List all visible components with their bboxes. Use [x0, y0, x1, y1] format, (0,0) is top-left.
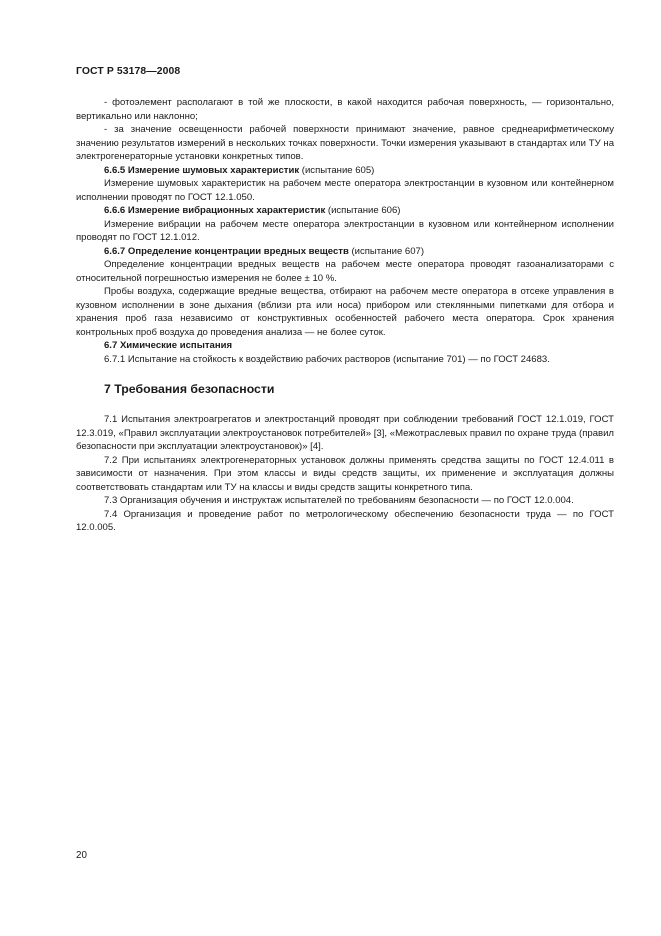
paragraph-72: 7.2 При испытаниях электрогенераторных установок должны применять средства защиты по ГОСТ 12.4.011 в зависимости от назначения. При этом классы и виды средств защиты, их применение и эксплуатация должны соответствовать стандартам или ТУ на классы и виды средств защиты конкретного типа.: [76, 454, 614, 493]
paragraph-665: Измерение шумовых характеристик на рабочем месте оператора электростанции в кузовном или контейнерном исполнении проводят по ГОСТ 12.1.050.: [76, 178, 614, 203]
subsection-667-title: Определение концентрации вредных веществ: [127, 245, 349, 257]
document-header: ГОСТ Р 53178—2008: [76, 66, 181, 77]
subsection-666-number: 6.6.6: [104, 205, 126, 216]
subsection-667-number: 6.6.7: [104, 245, 126, 257]
subsection-67-title: Химические испытания: [119, 340, 233, 351]
subsection-665-title: Измерение шумовых характеристик: [127, 164, 300, 176]
paragraph-671: 6.7.1 Испытание на стойкость к воздействию рабочих растворов (испытание 701) — по ГОСТ 24683.: [104, 353, 550, 365]
page-number: 20: [76, 850, 87, 861]
paragraph-71: 7.1 Испытания электроагрегатов и электростанций проводят при соблюдении требований ГОСТ 12.1.019, ГОСТ 12.3.019, «Правил эксплуатации электроустановок потребителей» [3], «Межотраслевых правил по охране труда (правил безопасности при эксплуатации электроустановок)» [4].: [76, 414, 614, 452]
paragraph-666: Измерение вибрации на рабочем месте оператора электростанции в кузовном или контейнерном исполнении проводят по ГОСТ 12.1.012.: [76, 218, 614, 243]
document-body: [76, 96, 614, 535]
paragraph-667a: Определение концентрации вредных веществ на рабочем месте оператора проводят газоанализаторами с относительной погрешностью измерения не более ± 10 %.: [76, 259, 614, 284]
subsection-67-number: 6.7: [104, 340, 118, 351]
section-7-title: 7 Требования безопасности: [104, 382, 275, 396]
subsection-665-number: 6.6.5: [104, 164, 126, 176]
paragraph-667b: Пробы воздуха, содержащие вредные вещества, отбирают на рабочем месте оператора в отсеке управления в кузовном исполнении в зоне дыхания (вблизи рта или носа) прибором или стеклянными пипетками для отбора и хранения проб газа независимо от конструктивных особенностей рабочего места оператора. Срок хранения контрольных проб воздуха до проведения анализа — не более суток.: [76, 286, 614, 338]
paragraph-74: 7.4 Организация и проведение работ по метрологическому обеспечению безопасности труда — по ГОСТ 12.0.005.: [76, 508, 614, 533]
subsection-666-heading: [76, 204, 614, 218]
subsection-665-heading: [76, 164, 614, 178]
subsection-666-test: (испытание 606): [325, 205, 401, 216]
subsection-667-heading: [76, 245, 614, 259]
subsection-67-heading: [76, 339, 614, 353]
paragraph-illuminance: - за значение освещенности рабочей поверхности принимают значение, равное среднеарифметическому значению результатов измерений в нескольких точках поверхности. Точки измерения указывают в стандартах или ТУ на электрогенераторные установки конкретных типов.: [76, 124, 614, 162]
subsection-666-title: Измерение вибрационных характеристик: [127, 205, 326, 216]
subsection-665-test: (испытание 605): [299, 164, 375, 176]
paragraph-photoelement: - фотоэлемент располагают в той же плоскости, в какой находится рабочая поверхность, — горизонтально, вертикально или наклонно;: [76, 97, 614, 122]
paragraph-73: 7.3 Организация обучения и инструктаж испытателей по требованиям безопасности — по ГОСТ 12.0.004.: [104, 495, 574, 506]
subsection-667-test: (испытание 607): [348, 245, 425, 257]
